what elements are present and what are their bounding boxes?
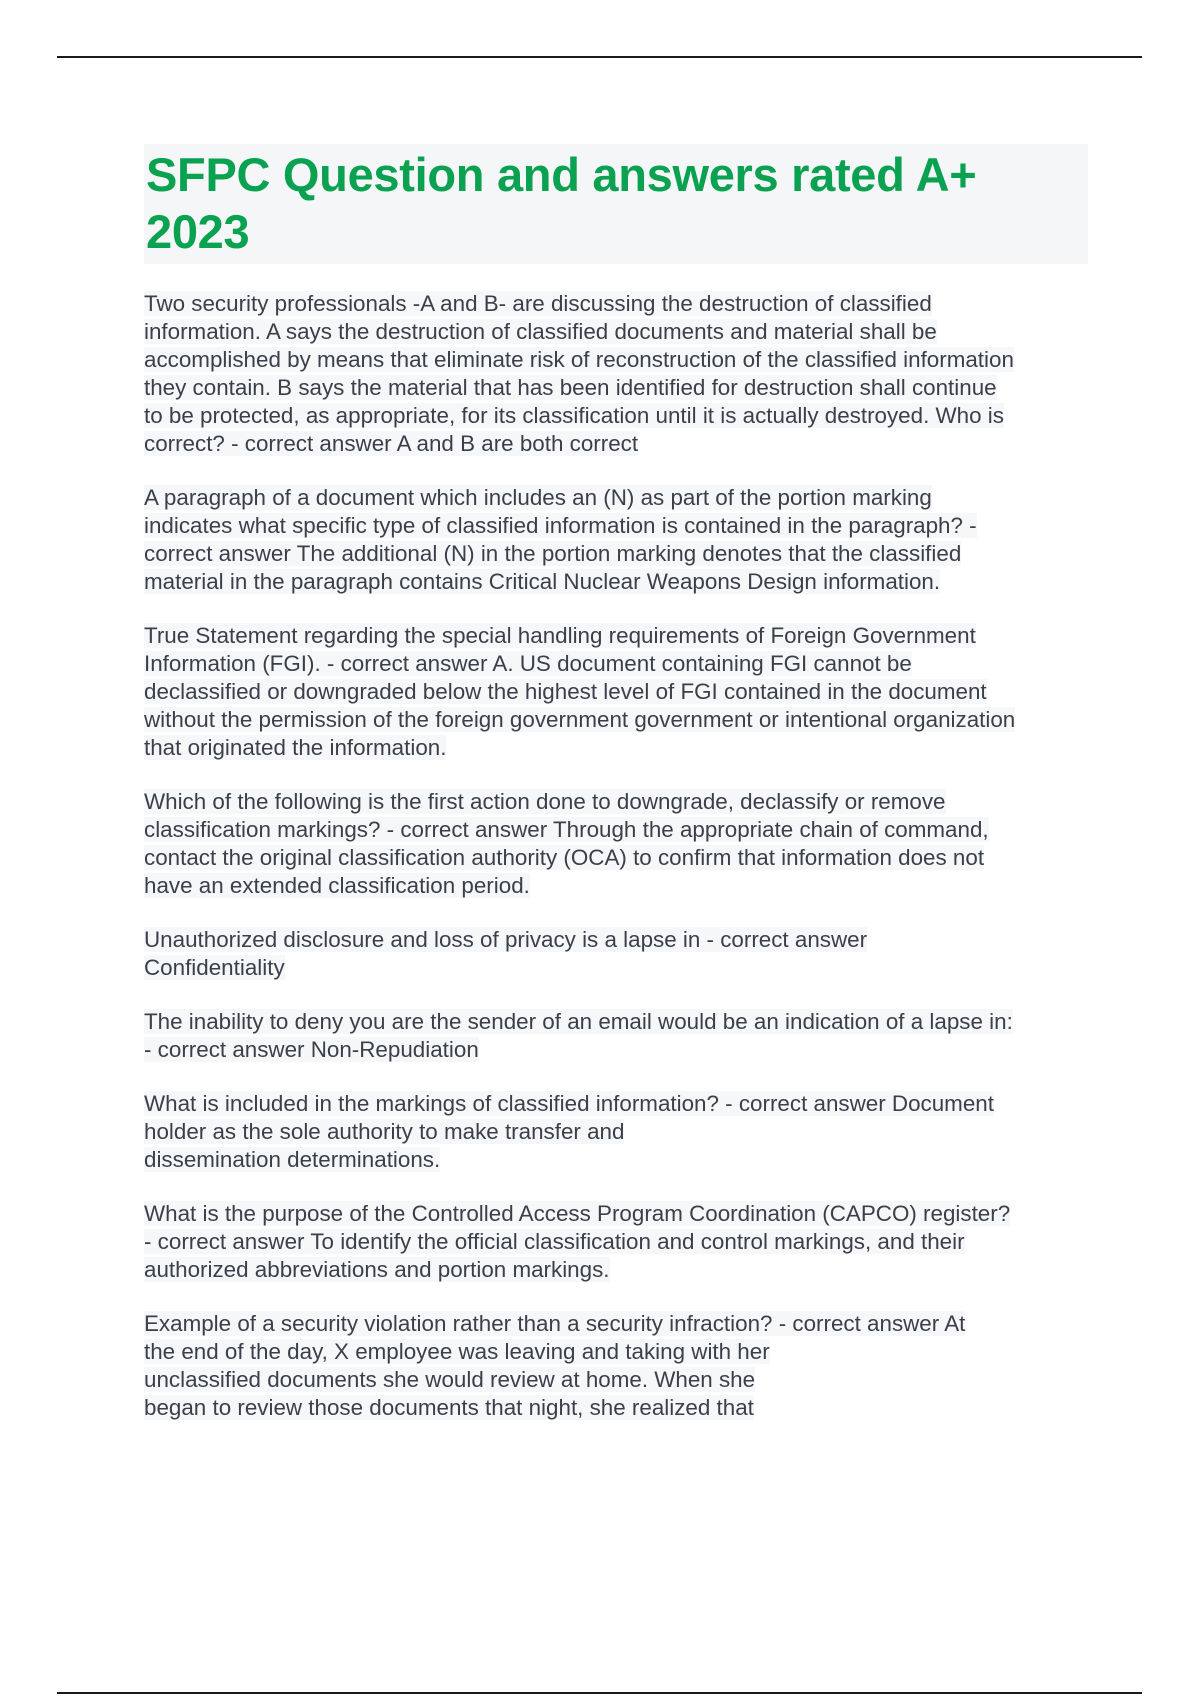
qa-line <box>144 402 1088 430</box>
qa-line-text: information. A says the destruction of classified documents and material shall be <box>144 319 937 344</box>
page-title <box>146 146 1088 260</box>
qa-line-text: Example of a security violation rather than a security infraction? - correct answer At <box>144 1311 966 1336</box>
qa-line-text: material in the paragraph contains Critical Nuclear Weapons Design information. <box>144 569 941 594</box>
qa-line-text: they contain. B says the material that has been identified for destruction shall continue <box>144 375 997 400</box>
qa-line-text: began to review those documents that night, she realized that <box>144 1395 754 1420</box>
qa-line <box>144 1394 1088 1422</box>
qa-line <box>144 954 1088 982</box>
qa-line <box>144 540 1088 568</box>
qa-entry <box>144 1008 1088 1064</box>
qa-line-text: contact the original classification authority (OCA) to confirm that information does not <box>144 845 985 870</box>
qa-line <box>144 568 1088 596</box>
qa-line <box>144 290 1088 318</box>
qa-line <box>144 926 1088 954</box>
qa-line-text: classification markings? - correct answer Through the appropriate chain of command, <box>144 817 989 842</box>
title-line: 2023 <box>146 205 250 258</box>
qa-line-text: Unauthorized disclosure and loss of privacy is a lapse in - correct answer <box>144 927 868 952</box>
qa-line <box>144 1310 1088 1338</box>
qa-line <box>144 1090 1088 1118</box>
qa-line-text: What is the purpose of the Controlled Access Program Coordination (CAPCO) register? <box>144 1201 1011 1226</box>
qa-line-text: to be protected, as appropriate, for its classification until it is actually destroyed. Who is <box>144 403 1004 428</box>
qa-line-text: dissemination determinations. <box>144 1147 441 1172</box>
qa-entry <box>144 1310 1088 1422</box>
qa-line <box>144 1036 1088 1064</box>
qa-line-text: correct answer The additional (N) in the portion marking denotes that the classified <box>144 541 962 566</box>
qa-line-text: correct? - correct answer A and B are both correct <box>144 431 639 456</box>
bottom-rule <box>57 1692 1142 1694</box>
qa-entry <box>144 1200 1088 1284</box>
qa-line <box>144 788 1088 816</box>
qa-line <box>144 430 1088 458</box>
qa-line <box>144 706 1088 734</box>
qa-line-text: holder as the sole authority to make transfer and <box>144 1119 625 1144</box>
qa-line <box>144 1008 1088 1036</box>
qa-line <box>144 1118 1088 1146</box>
qa-line-text: True Statement regarding the special handling requirements of Foreign Government <box>144 623 976 648</box>
qa-line-text: What is included in the markings of classified information? - correct answer Document <box>144 1091 994 1116</box>
qa-line-text: indicates what specific type of classified information is contained in the paragraph? - <box>144 513 977 538</box>
qa-line-text: - correct answer Non-Repudiation <box>144 1037 479 1062</box>
document-body <box>144 144 1088 1448</box>
qa-line-text: authorized abbreviations and portion markings. <box>144 1257 610 1282</box>
qa-line-text: without the permission of the foreign government government or intentional organization <box>144 707 1016 732</box>
qa-entry <box>144 788 1088 900</box>
qa-line <box>144 1228 1088 1256</box>
qa-line <box>144 844 1088 872</box>
qa-line <box>144 816 1088 844</box>
qa-line <box>144 484 1088 512</box>
qa-line <box>144 872 1088 900</box>
qa-entry <box>144 1090 1088 1174</box>
qa-line-text: - correct answer To identify the official classification and control markings, and their <box>144 1229 965 1254</box>
top-rule <box>57 56 1142 58</box>
qa-line <box>144 318 1088 346</box>
qa-line-text: Confidentiality <box>144 955 285 980</box>
qa-line <box>144 374 1088 402</box>
qa-line-text: Information (FGI). - correct answer A. US document containing FGI cannot be <box>144 651 912 676</box>
qa-line-text: Which of the following is the first action done to downgrade, declassify or remove <box>144 789 946 814</box>
qa-line-text: Two security professionals -A and B- are discussing the destruction of classified <box>144 291 932 316</box>
qa-line-text: A paragraph of a document which includes an (N) as part of the portion marking <box>144 485 932 510</box>
qa-line <box>144 650 1088 678</box>
qa-line <box>144 512 1088 540</box>
title-block <box>144 144 1088 264</box>
qa-line <box>144 346 1088 374</box>
qa-line-text: accomplished by means that eliminate risk of reconstruction of the classified information <box>144 347 1014 372</box>
title-line: SFPC Question and answers rated A+ <box>146 148 977 201</box>
qa-line <box>144 678 1088 706</box>
qa-line <box>144 1200 1088 1228</box>
qa-line-text: that originated the information. <box>144 735 447 760</box>
qa-line-text: declassified or downgraded below the highest level of FGI contained in the document <box>144 679 987 704</box>
qa-entry <box>144 484 1088 596</box>
qa-line <box>144 1338 1088 1366</box>
qa-line <box>144 1146 1088 1174</box>
qa-line-text: The inability to deny you are the sender of an email would be an indication of a lapse in: <box>144 1009 1013 1034</box>
qa-line <box>144 1256 1088 1284</box>
qa-list <box>144 290 1088 1422</box>
qa-line <box>144 734 1088 762</box>
qa-line <box>144 1366 1088 1394</box>
qa-line-text: the end of the day, X employee was leaving and taking with her <box>144 1339 770 1364</box>
qa-entry <box>144 290 1088 458</box>
qa-line <box>144 622 1088 650</box>
qa-line-text: have an extended classification period. <box>144 873 530 898</box>
qa-entry <box>144 926 1088 982</box>
qa-line-text: unclassified documents she would review at home. When she <box>144 1367 756 1392</box>
qa-entry <box>144 622 1088 762</box>
